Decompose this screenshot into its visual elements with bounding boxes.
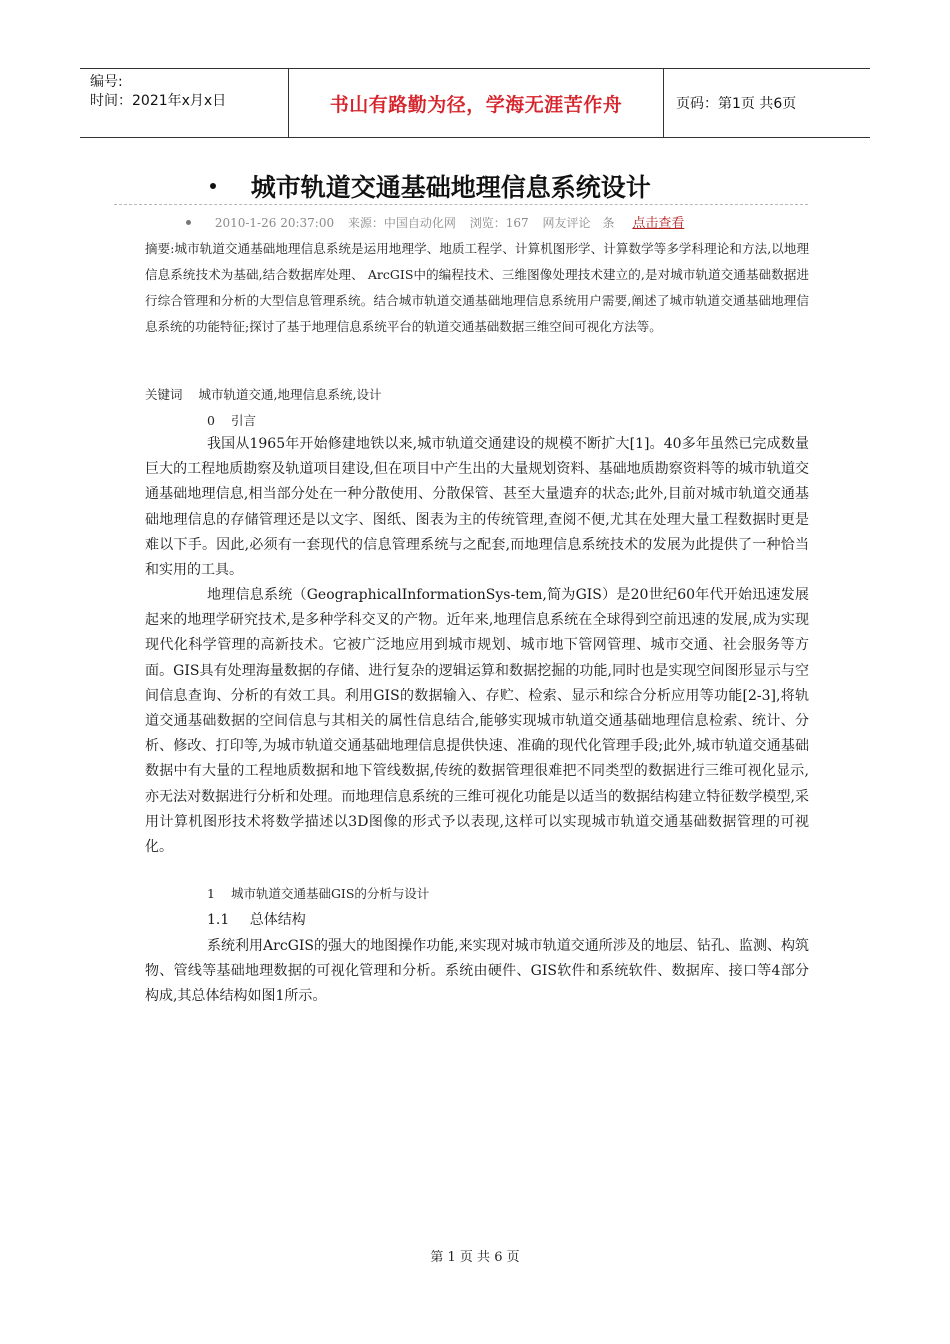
subsection-heading-structure [207, 909, 306, 929]
header-info-cell [80, 69, 289, 137]
section-title: 引言 [230, 413, 256, 428]
page-footer: 第 1 页 共 6 页 [430, 1250, 520, 1265]
page-header [80, 68, 870, 138]
header-motto: 书山有路勤为径，学海无涯苦作舟 [289, 69, 664, 137]
article-meta [186, 212, 684, 231]
paragraph-2: 地理信息系统（GeographicalInformationSys-tem,简为GIS）是20世纪60年代开始迅速发展起来的地理学研究技术,是多种学科交叉的产物。近年来,地理信息系统在全球得到空前迅速的发展,成为实现现代化科学管理的高新技术。它被广泛地应用到城市规划、城市地下管网管理、城市交通、社会服务等方面。GIS具有处理海量数据的存储、进行复杂的逻辑运算和数据挖掘的功能,同时也是实现空间图形显示与空间信息查询、分析的有效工具。利用GIS的数据输入、存贮、检索、显示和综合分析应用等功能[2-3],将轨道交通基础数据的空间信息与其相关的属性信息结合,能够实现城市轨道交通基础地理信息检索、统计、分析、修改、打印等,为城市轨道交通基础地理信息提供快速、准确的现代化管理手段;此外,城市轨道交通基础数据中有大量的工程地质数据和地下管线数据,传统的数据管理很难把不同类型的数据进行三维可视化显示,亦无法对数据进行分析和处理。而地理信息系统的三维可视化功能是以适当的数据结构建立特征数学模型,采用计算机图形技术将数学描述以3D图像的形式予以表现,这样可以实现城市轨道交通基础数据管理的可视化。 [145, 587, 809, 856]
divider [114, 204, 808, 205]
section-number: 0 [207, 413, 215, 428]
keywords [145, 385, 381, 403]
view-comments-link[interactable]: 点击查看 [632, 216, 685, 231]
subsection-title: 总体结构 [249, 912, 306, 928]
bullet-icon [186, 220, 191, 225]
section-heading-analysis [207, 884, 429, 902]
meta-date: 2010-1-26 20:37:00 [214, 216, 335, 230]
article-title-line [210, 168, 651, 204]
document-number-label: 编号: [90, 74, 123, 90]
meta-source: 来源：中国自动化网 [347, 216, 456, 230]
keywords-value: 城市轨道交通,地理信息系统,设计 [198, 387, 382, 402]
paragraph-3: 系统利用ArcGIS的强大的地图操作功能,来实现对城市轨道交通所涉及的地层、钻孔、监测、构筑物、管线等基础地理数据的可视化管理和分析。系统由硬件、GIS软件和系统软件、数据库、接口等4部分构成,其总体结构如图1所示。 [145, 938, 809, 1005]
meta-comments: 网友评论 条 [542, 216, 615, 230]
meta-views: 浏览：167 [469, 216, 529, 230]
subsection-number: 1.1 [207, 912, 230, 928]
section-heading-intro [207, 411, 256, 429]
section-number: 1 [207, 886, 215, 901]
bullet-icon [210, 183, 216, 189]
document-date: 时间：2021年x月x日 [90, 93, 227, 109]
keywords-label: 关键词 [145, 387, 183, 402]
paragraph-1: 我国从1965年开始修建地铁以来,城市轨道交通建设的规模不断扩大[1]。40多年虽然已完成数量巨大的工程地质勘察及轨道项目建设,但在项目中产生出的大量规划资料、基础地质勘察资料等的城市轨道交通基础地理信息,相当部分处在一种分散使用、分散保管、甚至大量遗弃的状态;此外,目前对城市轨道交通基础地理信息的存储管理还是以文字、图纸、图表为主的传统管理,查阅不便,尤其在处理大量工程数据时更是难以下手。因此,必须有一套现代的信息管理系统与之配套,而地理信息系统技术的发展为此提供了一种恰当和实用的工具。 [145, 436, 809, 579]
abstract: 摘要:城市轨道交通基础地理信息系统是运用地理学、地质工程学、计算机图形学、计算数学等多学科理论和方法,以地理信息系统技术为基础,结合数据库处理、 ArcGIS中的编程技术、三维图像处理技术建立的,是对城市轨道交通基础数据进行综合管理和分析的大型信息管理系统。结合城市轨道交通基础地理信息系统用户需要,阐述了城市轨道交通基础地理信息系统的功能特征;探讨了基于地理信息系统平台的轨道交通基础数据三维空间可视化方法等。 [145, 241, 809, 334]
section-title: 城市轨道交通基础GIS的分析与设计 [230, 886, 430, 901]
header-page-info: 页码：第1页 共6页 [676, 96, 797, 112]
article-title: 城市轨道交通基础地理信息系统设计 [250, 173, 651, 202]
